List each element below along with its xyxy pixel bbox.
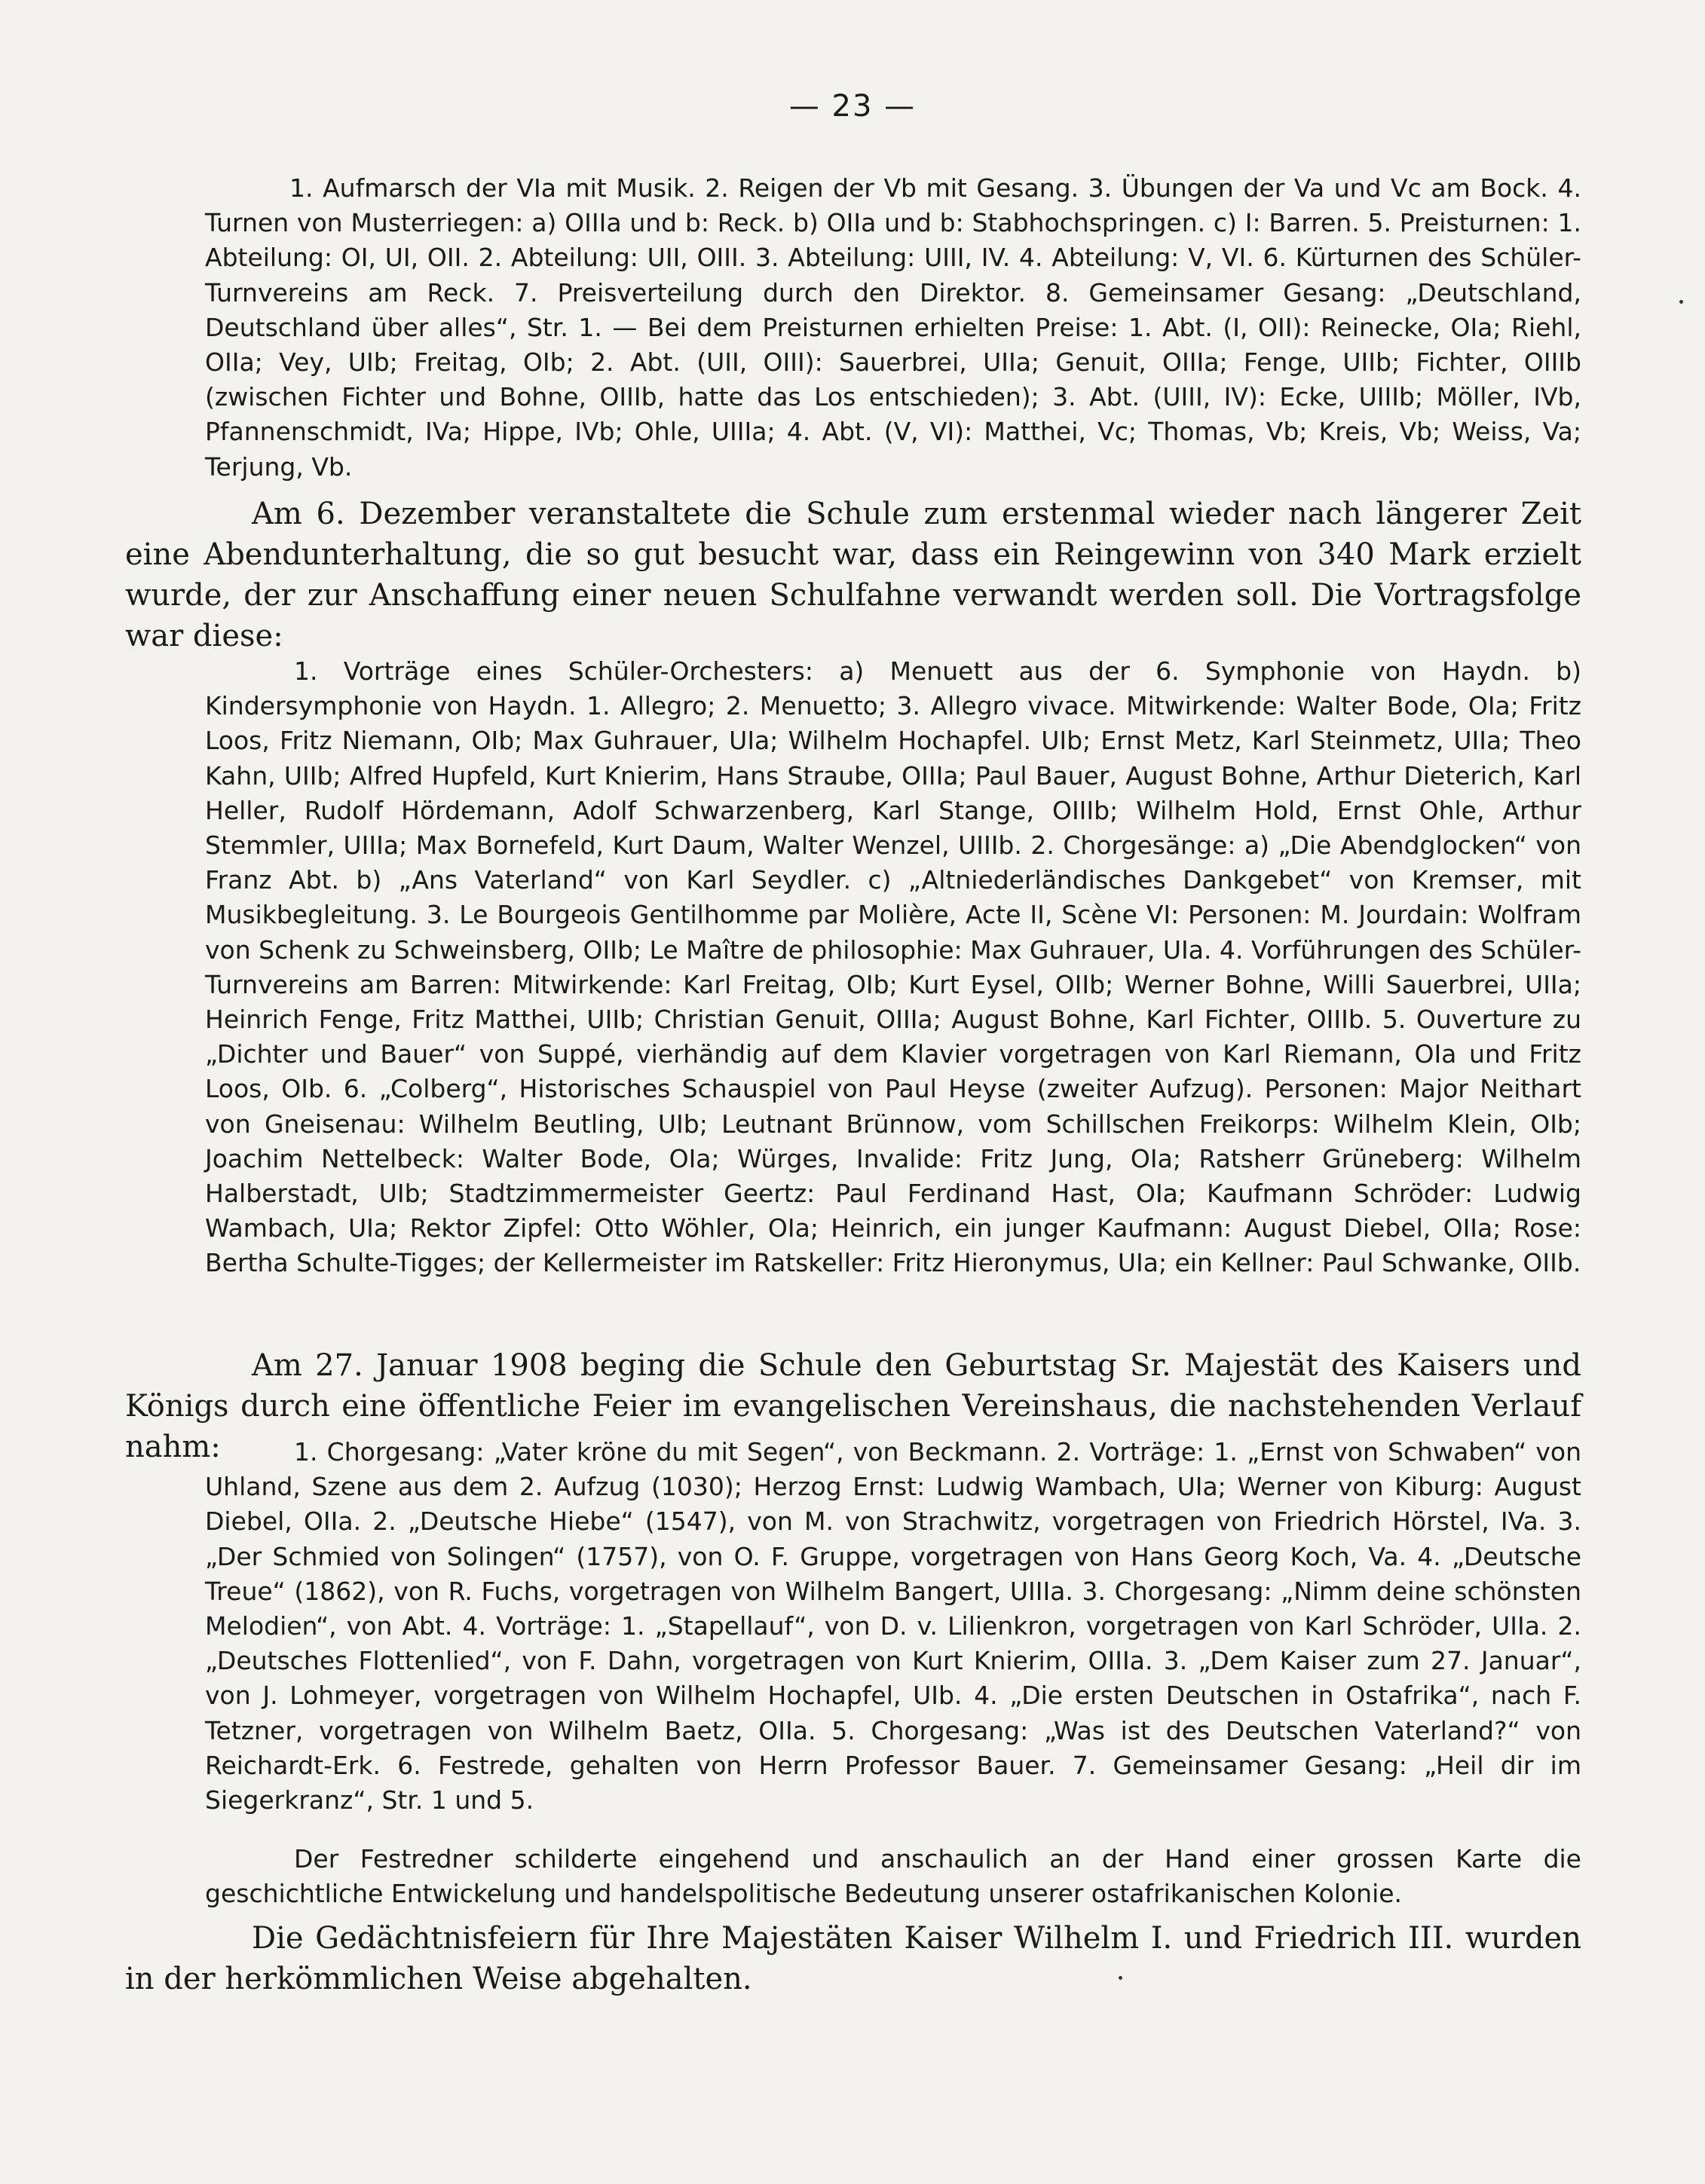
- scan-speck: [1119, 1976, 1122, 1980]
- paragraph-gymnastics-program: 1. Aufmarsch der VIa mit Musik. 2. Reigen der Vb mit Gesang. 3. Übungen der Va und Vc am Bock. 4. Turnen von Musterriegen: a) OIIIa und b: Reck. b) OIIa und b: Stabhochspringen. c) I: Barren. 5. Preisturnen: 1. Abteilung: OI, UI, OII. 2. Abteilung: UII, OIII. 3. Abteilung: UIII, IV. 4. Abteilung: V, VI. 6. Kürturnen des Schüler-Turnvereins am Reck. 7. Preisverteilung durch den Direktor. 8. Gemeinsamer Gesang: „Deutschland, Deutschland über alles“, Str. 1. — Bei dem Preisturnen erhielten Preise: 1. Abt. (I, OII): Reinecke, OIa; Riehl, OIIa; Vey, UIb; Freitag, OIb; 2. Abt. (UII, OIII): Sauerbrei, UIIa; Genuit, OIIIa; Fenge, UIIb; Fichter, OIIIb (zwischen Fichter und Bohne, OIIIb, hatte das Los entschieden); 3. Abt. (UIII, IV): Ecke, UIIIb; Möller, IVb, Pfannenschmidt, IVa; Hippe, IVb; Ohle, UIIIa; 4. Abt. (V, VI): Matthei, Vc; Thomas, Vb; Kreis, Vb; Weiss, Va; Terjung, Vb.: [205, 173, 1581, 482]
- paragraph-festive-speech: Der Festredner schilderte eingehend und anschaulich an der Hand einer grossen Karte die geschichtliche Entwickelung und handelspolitische Bedeutung unserer ostafrikanischen Kolonie.: [205, 1844, 1581, 1909]
- paragraph-kaiser-birthday: Am 27. Januar 1908 beging die Schule den Geburtstag Sr. Majestät des Kaisers und Königs durch eine öffentliche Feier im evangelischen Vereinshaus, die nachstehenden Verlauf nahm:: [125, 1348, 1581, 1464]
- paragraph-memorial-celebrations: Die Gedächtnisfeiern für Ihre Majestäten Kaiser Wilhelm I. und Friedrich III. wurden in der herkömmlichen Weise abgehalten.: [125, 1921, 1581, 1996]
- page-number: — 23 —: [788, 89, 917, 124]
- paragraph-evening-entertainment: Am 6. Dezember veranstaltete die Schule zum erstenmal wieder nach längerer Zeit eine Abendunterhaltung, die so gut besucht war, dass ein Reingewinn von 340 Mark erzielt wurde, der zur Anschaffung einer neuen Schulfahne verwandt werden soll. Die Vortragsfolge war diese:: [125, 497, 1581, 653]
- paragraph-program-order: 1. Vorträge eines Schüler-Orchesters: a) Menuett aus der 6. Symphonie von Haydn. b) Kindersymphonie von Haydn. 1. Allegro; 2. Menuetto; 3. Allegro vivace. Mitwirkende: Walter Bode, OIa; Fritz Loos, Fritz Niemann, OIb; Max Guhrauer, UIa; Wilhelm Hochapfel. UIb; Ernst Metz, Karl Steinmetz, UIIa; Theo Kahn, UIIb; Alfred Hupfeld, Kurt Knierim, Hans Straube, OIIIa; Paul Bauer, August Bohne, Arthur Dieterich, Karl Heller, Rudolf Hördemann, Adolf Schwarzenberg, Karl Stange, OIIIb; Wilhelm Hold, Ernst Ohle, Arthur Stemmler, UIIIa; Max Bornefeld, Kurt Daum, Walter Wenzel, UIIIb. 2. Chorgesänge: a) „Die Abendglocken“ von Franz Abt. b) „Ans Vaterland“ von Karl Seydler. c) „Altniederländisches Dankgebet“ von Kremser, mit Musikbegleitung. 3. Le Bourgeois Gentilhomme par Molière, Acte II, Scène VI: Personen: M. Jourdain: Wolfram von Schenk zu Schweinsberg, OIIb; Le Maître de philosophie: Max Guhrauer, UIa. 4. Vorführungen des Schüler-Turnvereins am Barren: Mitwirkende: Karl Freitag, OIb; Kurt Eysel, OIIb; Werner Bohne, Willi Sauerbrei, UIIa; Heinrich Fenge, Fritz Matthei, UIIb; Christian Genuit, OIIIa; August Bohne, Karl Fichter, OIIIb. 5. Ouverture zu „Dichter und Bauer“ von Suppé, vierhändig auf dem Klavier vorgetragen von Karl Riemann, OIa und Fritz Loos, OIb. 6. „Colberg“, Historisches Schauspiel von Paul Heyse (zweiter Aufzug). Personen: Major Neithart von Gneisenau: Wilhelm Beutling, UIb; Leutnant Brünnow, vom Schillschen Freikorps: Wilhelm Klein, OIb; Joachim Nettelbeck: Walter Bode, OIa; Würges, Invalide: Fritz Jung, OIa; Ratsherr Grüneberg: Wilhelm Halberstadt, UIb; Stadtzimmermeister Geertz: Paul Ferdinand Hast, OIa; Kaufmann Schröder: Ludwig Wambach, UIa; Rektor Zipfel: Otto Wöhler, OIa; Heinrich, ein junger Kaufmann: August Diebel, OIIa; Rose: Bertha Schulte-Tigges; der Kellermeister im Ratskeller: Fritz Hieronymus, UIa; ein Kellner: Paul Schwanke, OIIb.: [205, 656, 1581, 1278]
- scan-speck: [1679, 300, 1683, 304]
- paragraph-celebration-program: 1. Chorgesang: „Vater kröne du mit Segen“, von Beckmann. 2. Vorträge: 1. „Ernst von Schwaben“ von Uhland, Szene aus dem 2. Aufzug (1030); Herzog Ernst: Ludwig Wambach, UIa; Werner von Kiburg: August Diebel, OIIa. 2. „Deutsche Hiebe“ (1547), von M. von Strachwitz, vorgetragen von Friedrich Hörstel, IVa. 3. „Der Schmied von Solingen“ (1757), von O. F. Gruppe, vorgetragen von Hans Georg Koch, Va. 4. „Deutsche Treue“ (1862), von R. Fuchs, vorgetragen von Wilhelm Bangert, UIIIa. 3. Chorgesang: „Nimm deine schönsten Melodien“, von Abt. 4. Vorträge: 1. „Stapellauf“, von D. v. Lilienkron, vorgetragen von Karl Schröder, UIIa. 2. „Deutsches Flottenlied“, von F. Dahn, vorgetragen von Kurt Knierim, OIIIa. 3. „Dem Kaiser zum 27. Januar“, von J. Lohmeyer, vorgetragen von Wilhelm Hochapfel, UIb. 4. „Die ersten Deutschen in Ostafrika“, nach F. Tetzner, vorgetragen von Wilhelm Baetz, OIIa. 5. Chorgesang: „Was ist des Deutschen Vaterland?“ von Reichardt-Erk. 6. Festrede, gehalten von Herrn Professor Bauer. 7. Gemeinsamer Gesang: „Heil dir im Siegerkranz“, Str. 1 und 5.: [205, 1437, 1581, 1815]
